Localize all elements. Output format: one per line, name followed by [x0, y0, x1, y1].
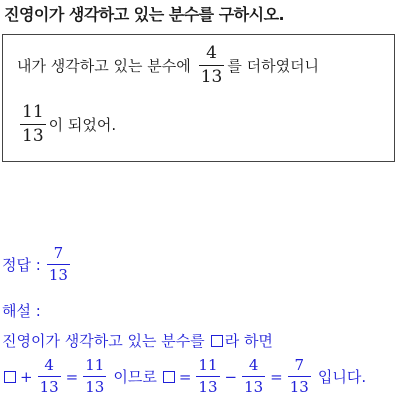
equation-fraction-5: [288, 358, 311, 395]
problem-line-1: [17, 45, 319, 86]
fraction-denominator: 13: [244, 378, 264, 396]
equals-sign: =: [270, 367, 283, 386]
explanation-line-1: [2, 330, 273, 351]
answer-fraction: [47, 246, 70, 283]
ending-text: 입니다.: [317, 368, 367, 386]
fraction-numerator: 7: [294, 356, 305, 374]
fraction-numerator: 4: [44, 356, 54, 374]
explanation-text-b: 라 하면: [224, 332, 273, 350]
equation-fraction-1: [38, 358, 61, 395]
blank-box-icon: [4, 371, 16, 383]
answer-label: 정답 :: [2, 256, 41, 274]
explanation-equation: [2, 358, 366, 395]
problem-fraction-2: [20, 104, 46, 145]
fraction-numerator: 11: [22, 102, 44, 122]
fraction-numerator: 4: [248, 356, 259, 374]
equation-fraction-4: [242, 358, 265, 395]
fraction-denominator: 13: [198, 378, 218, 396]
equation-fraction-3: [196, 358, 219, 395]
answer-line: [2, 246, 73, 283]
fraction-denominator: 13: [200, 67, 223, 87]
equals-sign: =: [178, 367, 192, 386]
fraction-denominator: 13: [85, 378, 105, 396]
fraction-denominator: 13: [22, 126, 44, 146]
question-title: 진영이가 생각하고 있는 분수를 구하시오.: [4, 5, 285, 24]
problem-text-b: 를 더하였더니: [227, 57, 320, 75]
fraction-numerator: 11: [198, 356, 218, 374]
problem-line-2: [17, 104, 116, 145]
equals-sign: =: [65, 367, 79, 386]
problem-text-a: 내가 생각하고 있는 분수에: [17, 57, 191, 75]
fraction-denominator: 13: [39, 378, 59, 396]
fraction-denominator: 13: [48, 266, 68, 284]
fraction-numerator: 7: [53, 244, 64, 262]
fraction-denominator: 13: [289, 378, 309, 396]
blank-box-icon: [163, 371, 175, 383]
explanation-label: 해설 :: [2, 302, 41, 320]
problem-text-c: 이 되었어.: [48, 116, 117, 134]
explanation-text-a: 진영이가 생각하고 있는 분수를: [2, 332, 205, 350]
blank-box-icon: [211, 335, 223, 347]
plus-sign: +: [20, 367, 33, 386]
connector-text: 이므로: [113, 368, 157, 386]
fraction-numerator: 11: [85, 356, 105, 374]
equation-fraction-2: [83, 358, 106, 395]
fraction-numerator: 4: [206, 43, 217, 63]
minus-sign: −: [224, 367, 238, 386]
problem-box: [2, 34, 395, 162]
problem-fraction-1: [199, 45, 225, 86]
